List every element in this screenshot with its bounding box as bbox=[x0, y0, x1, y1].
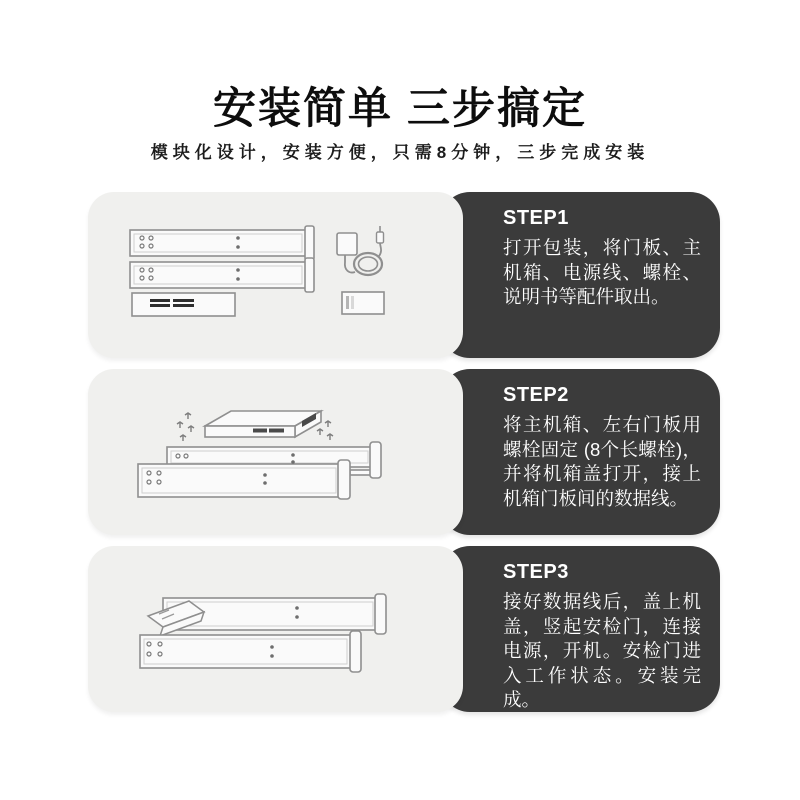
step3-description: 接好数据线后，盖上机盖，竖起安检门，连接电源，开机。安检门进入工作状态。安装完成。 bbox=[503, 591, 701, 710]
step1-text-panel bbox=[440, 192, 720, 358]
step1-label: STEP1 bbox=[503, 207, 569, 229]
page-subtitle: 模块化设计，安装方便，只需8分钟，三步完成安装 bbox=[150, 143, 650, 162]
step3-label: STEP3 bbox=[503, 561, 569, 583]
step-row-3 bbox=[88, 546, 720, 712]
step1-description: 打开包装，将门板、主机箱、电源线、螺栓、说明书等配件取出。 bbox=[503, 237, 701, 307]
step2-bolt-assembly-illustration bbox=[88, 369, 463, 535]
step1-content bbox=[503, 207, 701, 310]
step-row-2 bbox=[88, 369, 720, 535]
step3-content bbox=[503, 561, 701, 713]
step-row-1 bbox=[88, 192, 720, 358]
step2-illustration-panel bbox=[88, 369, 463, 535]
step3-text-panel bbox=[440, 546, 720, 712]
step2-label: STEP2 bbox=[503, 384, 569, 406]
step1-illustration-panel bbox=[88, 192, 463, 358]
step2-description: 将主机箱、左右门板用螺栓固定 (8个长螺栓)，并将机箱盖打开，接上机箱门板间的数据线。 bbox=[503, 414, 701, 509]
step3-illustration-panel bbox=[88, 546, 463, 712]
page-title: 安装简单 三步搞定 bbox=[213, 85, 587, 133]
step2-text-panel bbox=[440, 369, 720, 535]
step3-assembled-door-illustration bbox=[88, 546, 463, 712]
step2-content bbox=[503, 384, 701, 511]
step1-unpacked-parts-illustration bbox=[88, 192, 463, 358]
